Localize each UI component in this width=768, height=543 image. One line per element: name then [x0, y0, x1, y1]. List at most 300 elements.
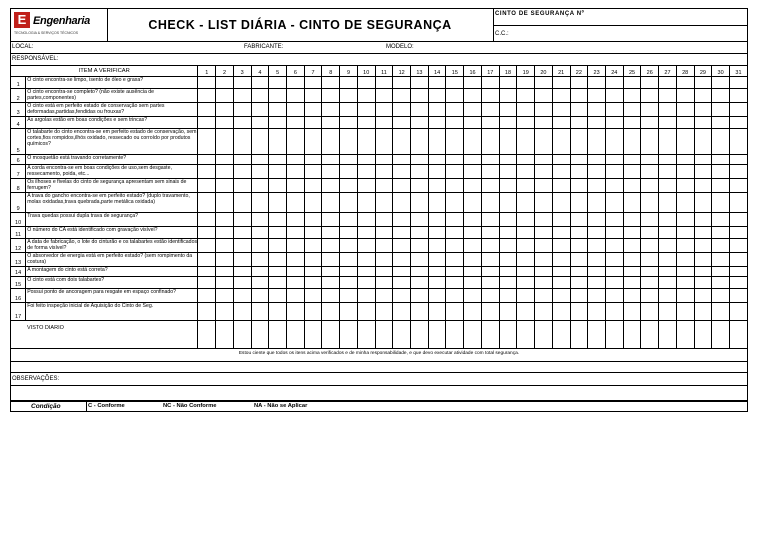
- check-cell[interactable]: [659, 227, 677, 239]
- check-cell[interactable]: [233, 165, 251, 179]
- check-cell[interactable]: [340, 303, 358, 321]
- check-cell[interactable]: [552, 303, 570, 321]
- check-cell[interactable]: [322, 193, 340, 213]
- check-cell[interactable]: [287, 117, 305, 129]
- check-cell[interactable]: [499, 227, 517, 239]
- check-cell[interactable]: [428, 165, 446, 179]
- check-cell[interactable]: [570, 193, 588, 213]
- check-cell[interactable]: [269, 227, 287, 239]
- check-cell[interactable]: [588, 253, 606, 267]
- visto-cell[interactable]: [411, 321, 429, 349]
- check-cell[interactable]: [641, 77, 659, 89]
- check-cell[interactable]: [712, 155, 730, 165]
- check-cell[interactable]: [481, 253, 499, 267]
- check-cell[interactable]: [729, 277, 747, 289]
- check-cell[interactable]: [233, 227, 251, 239]
- check-cell[interactable]: [446, 213, 464, 227]
- check-cell[interactable]: [659, 289, 677, 303]
- check-cell[interactable]: [357, 179, 375, 193]
- check-cell[interactable]: [552, 267, 570, 277]
- check-cell[interactable]: [411, 239, 429, 253]
- check-cell[interactable]: [712, 165, 730, 179]
- check-cell[interactable]: [428, 155, 446, 165]
- check-cell[interactable]: [481, 239, 499, 253]
- check-cell[interactable]: [694, 193, 712, 213]
- check-cell[interactable]: [499, 289, 517, 303]
- check-cell[interactable]: [411, 89, 429, 103]
- check-cell[interactable]: [694, 303, 712, 321]
- check-cell[interactable]: [304, 267, 322, 277]
- check-cell[interactable]: [464, 227, 482, 239]
- check-cell[interactable]: [428, 239, 446, 253]
- check-cell[interactable]: [251, 103, 269, 117]
- check-cell[interactable]: [251, 227, 269, 239]
- check-cell[interactable]: [446, 129, 464, 155]
- check-cell[interactable]: [322, 239, 340, 253]
- check-cell[interactable]: [694, 253, 712, 267]
- check-cell[interactable]: [411, 253, 429, 267]
- check-cell[interactable]: [641, 289, 659, 303]
- check-cell[interactable]: [552, 193, 570, 213]
- check-cell[interactable]: [676, 77, 694, 89]
- check-cell[interactable]: [570, 77, 588, 89]
- check-cell[interactable]: [659, 89, 677, 103]
- check-cell[interactable]: [428, 89, 446, 103]
- check-cell[interactable]: [287, 103, 305, 117]
- check-cell[interactable]: [251, 117, 269, 129]
- observacoes-field[interactable]: OBSERVAÇÕES:: [10, 373, 748, 386]
- check-cell[interactable]: [641, 89, 659, 103]
- check-cell[interactable]: [623, 155, 641, 165]
- check-cell[interactable]: [588, 213, 606, 227]
- check-cell[interactable]: [375, 267, 393, 277]
- check-cell[interactable]: [464, 179, 482, 193]
- check-cell[interactable]: [464, 289, 482, 303]
- check-cell[interactable]: [729, 165, 747, 179]
- check-cell[interactable]: [552, 103, 570, 117]
- check-cell[interactable]: [304, 289, 322, 303]
- check-cell[interactable]: [375, 89, 393, 103]
- check-cell[interactable]: [481, 289, 499, 303]
- check-cell[interactable]: [659, 267, 677, 277]
- check-cell[interactable]: [481, 227, 499, 239]
- check-cell[interactable]: [517, 165, 535, 179]
- check-cell[interactable]: [322, 77, 340, 89]
- check-cell[interactable]: [659, 165, 677, 179]
- check-cell[interactable]: [428, 213, 446, 227]
- check-cell[interactable]: [428, 253, 446, 267]
- check-cell[interactable]: [340, 289, 358, 303]
- check-cell[interactable]: [411, 277, 429, 289]
- check-cell[interactable]: [729, 179, 747, 193]
- check-cell[interactable]: [216, 155, 234, 165]
- check-cell[interactable]: [198, 277, 216, 289]
- check-cell[interactable]: [552, 277, 570, 289]
- check-cell[interactable]: [481, 129, 499, 155]
- check-cell[interactable]: [623, 179, 641, 193]
- check-cell[interactable]: [393, 239, 411, 253]
- check-cell[interactable]: [269, 193, 287, 213]
- check-cell[interactable]: [659, 103, 677, 117]
- check-cell[interactable]: [623, 117, 641, 129]
- check-cell[interactable]: [588, 289, 606, 303]
- visto-cell[interactable]: [322, 321, 340, 349]
- check-cell[interactable]: [357, 103, 375, 117]
- check-cell[interactable]: [198, 253, 216, 267]
- visto-cell[interactable]: [570, 321, 588, 349]
- check-cell[interactable]: [464, 165, 482, 179]
- check-cell[interactable]: [287, 253, 305, 267]
- check-cell[interactable]: [216, 303, 234, 321]
- check-cell[interactable]: [676, 155, 694, 165]
- check-cell[interactable]: [499, 129, 517, 155]
- visto-cell[interactable]: [393, 321, 411, 349]
- check-cell[interactable]: [375, 239, 393, 253]
- check-cell[interactable]: [712, 77, 730, 89]
- check-cell[interactable]: [198, 117, 216, 129]
- check-cell[interactable]: [340, 179, 358, 193]
- check-cell[interactable]: [446, 179, 464, 193]
- check-cell[interactable]: [712, 227, 730, 239]
- check-cell[interactable]: [570, 129, 588, 155]
- check-cell[interactable]: [233, 289, 251, 303]
- visto-cell[interactable]: [304, 321, 322, 349]
- check-cell[interactable]: [269, 277, 287, 289]
- check-cell[interactable]: [517, 117, 535, 129]
- check-cell[interactable]: [659, 179, 677, 193]
- check-cell[interactable]: [393, 117, 411, 129]
- check-cell[interactable]: [712, 213, 730, 227]
- check-cell[interactable]: [535, 103, 553, 117]
- check-cell[interactable]: [535, 303, 553, 321]
- check-cell[interactable]: [499, 213, 517, 227]
- check-cell[interactable]: [694, 179, 712, 193]
- check-cell[interactable]: [428, 227, 446, 239]
- check-cell[interactable]: [216, 227, 234, 239]
- check-cell[interactable]: [269, 77, 287, 89]
- check-cell[interactable]: [623, 303, 641, 321]
- check-cell[interactable]: [535, 77, 553, 89]
- check-cell[interactable]: [340, 155, 358, 165]
- check-cell[interactable]: [375, 253, 393, 267]
- check-cell[interactable]: [588, 303, 606, 321]
- check-cell[interactable]: [269, 239, 287, 253]
- check-cell[interactable]: [428, 267, 446, 277]
- visto-cell[interactable]: [251, 321, 269, 349]
- check-cell[interactable]: [304, 213, 322, 227]
- check-cell[interactable]: [641, 213, 659, 227]
- check-cell[interactable]: [552, 239, 570, 253]
- check-cell[interactable]: [357, 239, 375, 253]
- check-cell[interactable]: [729, 129, 747, 155]
- check-cell[interactable]: [216, 77, 234, 89]
- check-cell[interactable]: [641, 103, 659, 117]
- visto-cell[interactable]: [446, 321, 464, 349]
- check-cell[interactable]: [251, 289, 269, 303]
- check-cell[interactable]: [304, 179, 322, 193]
- check-cell[interactable]: [641, 239, 659, 253]
- check-cell[interactable]: [676, 289, 694, 303]
- check-cell[interactable]: [588, 89, 606, 103]
- check-cell[interactable]: [570, 239, 588, 253]
- check-cell[interactable]: [393, 129, 411, 155]
- check-cell[interactable]: [499, 89, 517, 103]
- visto-cell[interactable]: [535, 321, 553, 349]
- check-cell[interactable]: [287, 239, 305, 253]
- check-cell[interactable]: [393, 267, 411, 277]
- fabricante-field[interactable]: FABRICANTE:: [244, 44, 284, 50]
- check-cell[interactable]: [729, 117, 747, 129]
- check-cell[interactable]: [481, 117, 499, 129]
- check-cell[interactable]: [340, 193, 358, 213]
- check-cell[interactable]: [233, 193, 251, 213]
- check-cell[interactable]: [552, 213, 570, 227]
- check-cell[interactable]: [712, 89, 730, 103]
- check-cell[interactable]: [340, 103, 358, 117]
- check-cell[interactable]: [428, 129, 446, 155]
- check-cell[interactable]: [464, 277, 482, 289]
- check-cell[interactable]: [517, 155, 535, 165]
- check-cell[interactable]: [729, 103, 747, 117]
- check-cell[interactable]: [357, 193, 375, 213]
- check-cell[interactable]: [535, 239, 553, 253]
- check-cell[interactable]: [216, 253, 234, 267]
- check-cell[interactable]: [729, 267, 747, 277]
- check-cell[interactable]: [357, 267, 375, 277]
- check-cell[interactable]: [287, 303, 305, 321]
- check-cell[interactable]: [712, 193, 730, 213]
- check-cell[interactable]: [641, 227, 659, 239]
- check-cell[interactable]: [198, 213, 216, 227]
- check-cell[interactable]: [428, 77, 446, 89]
- check-cell[interactable]: [269, 155, 287, 165]
- check-cell[interactable]: [357, 89, 375, 103]
- check-cell[interactable]: [517, 213, 535, 227]
- check-cell[interactable]: [712, 129, 730, 155]
- check-cell[interactable]: [393, 213, 411, 227]
- check-cell[interactable]: [393, 303, 411, 321]
- check-cell[interactable]: [446, 289, 464, 303]
- check-cell[interactable]: [588, 239, 606, 253]
- check-cell[interactable]: [588, 117, 606, 129]
- check-cell[interactable]: [623, 213, 641, 227]
- check-cell[interactable]: [304, 89, 322, 103]
- check-cell[interactable]: [233, 239, 251, 253]
- check-cell[interactable]: [411, 227, 429, 239]
- check-cell[interactable]: [340, 213, 358, 227]
- check-cell[interactable]: [481, 303, 499, 321]
- check-cell[interactable]: [287, 277, 305, 289]
- check-cell[interactable]: [605, 117, 623, 129]
- check-cell[interactable]: [287, 193, 305, 213]
- check-cell[interactable]: [517, 89, 535, 103]
- check-cell[interactable]: [375, 289, 393, 303]
- check-cell[interactable]: [233, 303, 251, 321]
- check-cell[interactable]: [641, 117, 659, 129]
- check-cell[interactable]: [233, 117, 251, 129]
- check-cell[interactable]: [304, 239, 322, 253]
- check-cell[interactable]: [694, 239, 712, 253]
- check-cell[interactable]: [304, 193, 322, 213]
- check-cell[interactable]: [428, 179, 446, 193]
- check-cell[interactable]: [411, 303, 429, 321]
- check-cell[interactable]: [694, 155, 712, 165]
- check-cell[interactable]: [446, 77, 464, 89]
- check-cell[interactable]: [570, 289, 588, 303]
- check-cell[interactable]: [357, 155, 375, 165]
- check-cell[interactable]: [676, 193, 694, 213]
- check-cell[interactable]: [605, 227, 623, 239]
- check-cell[interactable]: [233, 155, 251, 165]
- check-cell[interactable]: [322, 103, 340, 117]
- check-cell[interactable]: [481, 155, 499, 165]
- check-cell[interactable]: [676, 277, 694, 289]
- check-cell[interactable]: [446, 165, 464, 179]
- check-cell[interactable]: [570, 227, 588, 239]
- check-cell[interactable]: [499, 277, 517, 289]
- check-cell[interactable]: [588, 179, 606, 193]
- check-cell[interactable]: [233, 77, 251, 89]
- check-cell[interactable]: [216, 103, 234, 117]
- check-cell[interactable]: [446, 193, 464, 213]
- check-cell[interactable]: [251, 277, 269, 289]
- check-cell[interactable]: [411, 77, 429, 89]
- visto-cell[interactable]: [623, 321, 641, 349]
- check-cell[interactable]: [287, 77, 305, 89]
- check-cell[interactable]: [659, 77, 677, 89]
- visto-cell[interactable]: [357, 321, 375, 349]
- check-cell[interactable]: [269, 103, 287, 117]
- check-cell[interactable]: [251, 303, 269, 321]
- check-cell[interactable]: [570, 89, 588, 103]
- check-cell[interactable]: [641, 129, 659, 155]
- check-cell[interactable]: [375, 213, 393, 227]
- check-cell[interactable]: [304, 77, 322, 89]
- check-cell[interactable]: [393, 77, 411, 89]
- check-cell[interactable]: [446, 239, 464, 253]
- visto-cell[interactable]: [729, 321, 747, 349]
- check-cell[interactable]: [712, 103, 730, 117]
- check-cell[interactable]: [287, 155, 305, 165]
- check-cell[interactable]: [357, 289, 375, 303]
- check-cell[interactable]: [304, 165, 322, 179]
- check-cell[interactable]: [375, 103, 393, 117]
- check-cell[interactable]: [517, 103, 535, 117]
- check-cell[interactable]: [251, 253, 269, 267]
- visto-cell[interactable]: [375, 321, 393, 349]
- check-cell[interactable]: [287, 289, 305, 303]
- check-cell[interactable]: [428, 277, 446, 289]
- check-cell[interactable]: [198, 239, 216, 253]
- check-cell[interactable]: [605, 239, 623, 253]
- check-cell[interactable]: [605, 179, 623, 193]
- check-cell[interactable]: [535, 89, 553, 103]
- check-cell[interactable]: [251, 165, 269, 179]
- check-cell[interactable]: [605, 267, 623, 277]
- check-cell[interactable]: [570, 165, 588, 179]
- check-cell[interactable]: [499, 179, 517, 193]
- check-cell[interactable]: [535, 165, 553, 179]
- check-cell[interactable]: [517, 239, 535, 253]
- check-cell[interactable]: [729, 289, 747, 303]
- check-cell[interactable]: [481, 179, 499, 193]
- check-cell[interactable]: [605, 155, 623, 165]
- check-cell[interactable]: [375, 227, 393, 239]
- check-cell[interactable]: [481, 267, 499, 277]
- check-cell[interactable]: [605, 253, 623, 267]
- check-cell[interactable]: [659, 303, 677, 321]
- check-cell[interactable]: [605, 103, 623, 117]
- check-cell[interactable]: [198, 267, 216, 277]
- check-cell[interactable]: [588, 227, 606, 239]
- check-cell[interactable]: [517, 253, 535, 267]
- check-cell[interactable]: [659, 239, 677, 253]
- check-cell[interactable]: [198, 227, 216, 239]
- check-cell[interactable]: [216, 179, 234, 193]
- check-cell[interactable]: [428, 303, 446, 321]
- check-cell[interactable]: [375, 129, 393, 155]
- check-cell[interactable]: [464, 213, 482, 227]
- check-cell[interactable]: [198, 193, 216, 213]
- check-cell[interactable]: [676, 303, 694, 321]
- check-cell[interactable]: [499, 165, 517, 179]
- check-cell[interactable]: [304, 277, 322, 289]
- check-cell[interactable]: [340, 77, 358, 89]
- check-cell[interactable]: [499, 267, 517, 277]
- check-cell[interactable]: [623, 227, 641, 239]
- check-cell[interactable]: [499, 155, 517, 165]
- check-cell[interactable]: [322, 129, 340, 155]
- check-cell[interactable]: [499, 103, 517, 117]
- check-cell[interactable]: [712, 117, 730, 129]
- check-cell[interactable]: [588, 103, 606, 117]
- check-cell[interactable]: [269, 129, 287, 155]
- check-cell[interactable]: [393, 193, 411, 213]
- check-cell[interactable]: [304, 103, 322, 117]
- check-cell[interactable]: [464, 89, 482, 103]
- check-cell[interactable]: [659, 155, 677, 165]
- check-cell[interactable]: [694, 277, 712, 289]
- check-cell[interactable]: [676, 213, 694, 227]
- check-cell[interactable]: [375, 193, 393, 213]
- check-cell[interactable]: [233, 267, 251, 277]
- modelo-field[interactable]: MODELO:: [386, 44, 414, 50]
- visto-cell[interactable]: [464, 321, 482, 349]
- check-cell[interactable]: [481, 77, 499, 89]
- check-cell[interactable]: [322, 253, 340, 267]
- check-cell[interactable]: [694, 117, 712, 129]
- check-cell[interactable]: [393, 227, 411, 239]
- check-cell[interactable]: [393, 103, 411, 117]
- check-cell[interactable]: [198, 129, 216, 155]
- check-cell[interactable]: [570, 253, 588, 267]
- check-cell[interactable]: [605, 165, 623, 179]
- check-cell[interactable]: [641, 155, 659, 165]
- check-cell[interactable]: [623, 253, 641, 267]
- check-cell[interactable]: [464, 129, 482, 155]
- check-cell[interactable]: [676, 227, 694, 239]
- check-cell[interactable]: [676, 103, 694, 117]
- check-cell[interactable]: [570, 179, 588, 193]
- check-cell[interactable]: [251, 213, 269, 227]
- visto-cell[interactable]: [428, 321, 446, 349]
- check-cell[interactable]: [269, 253, 287, 267]
- check-cell[interactable]: [605, 289, 623, 303]
- check-cell[interactable]: [233, 89, 251, 103]
- check-cell[interactable]: [251, 77, 269, 89]
- check-cell[interactable]: [198, 103, 216, 117]
- check-cell[interactable]: [676, 165, 694, 179]
